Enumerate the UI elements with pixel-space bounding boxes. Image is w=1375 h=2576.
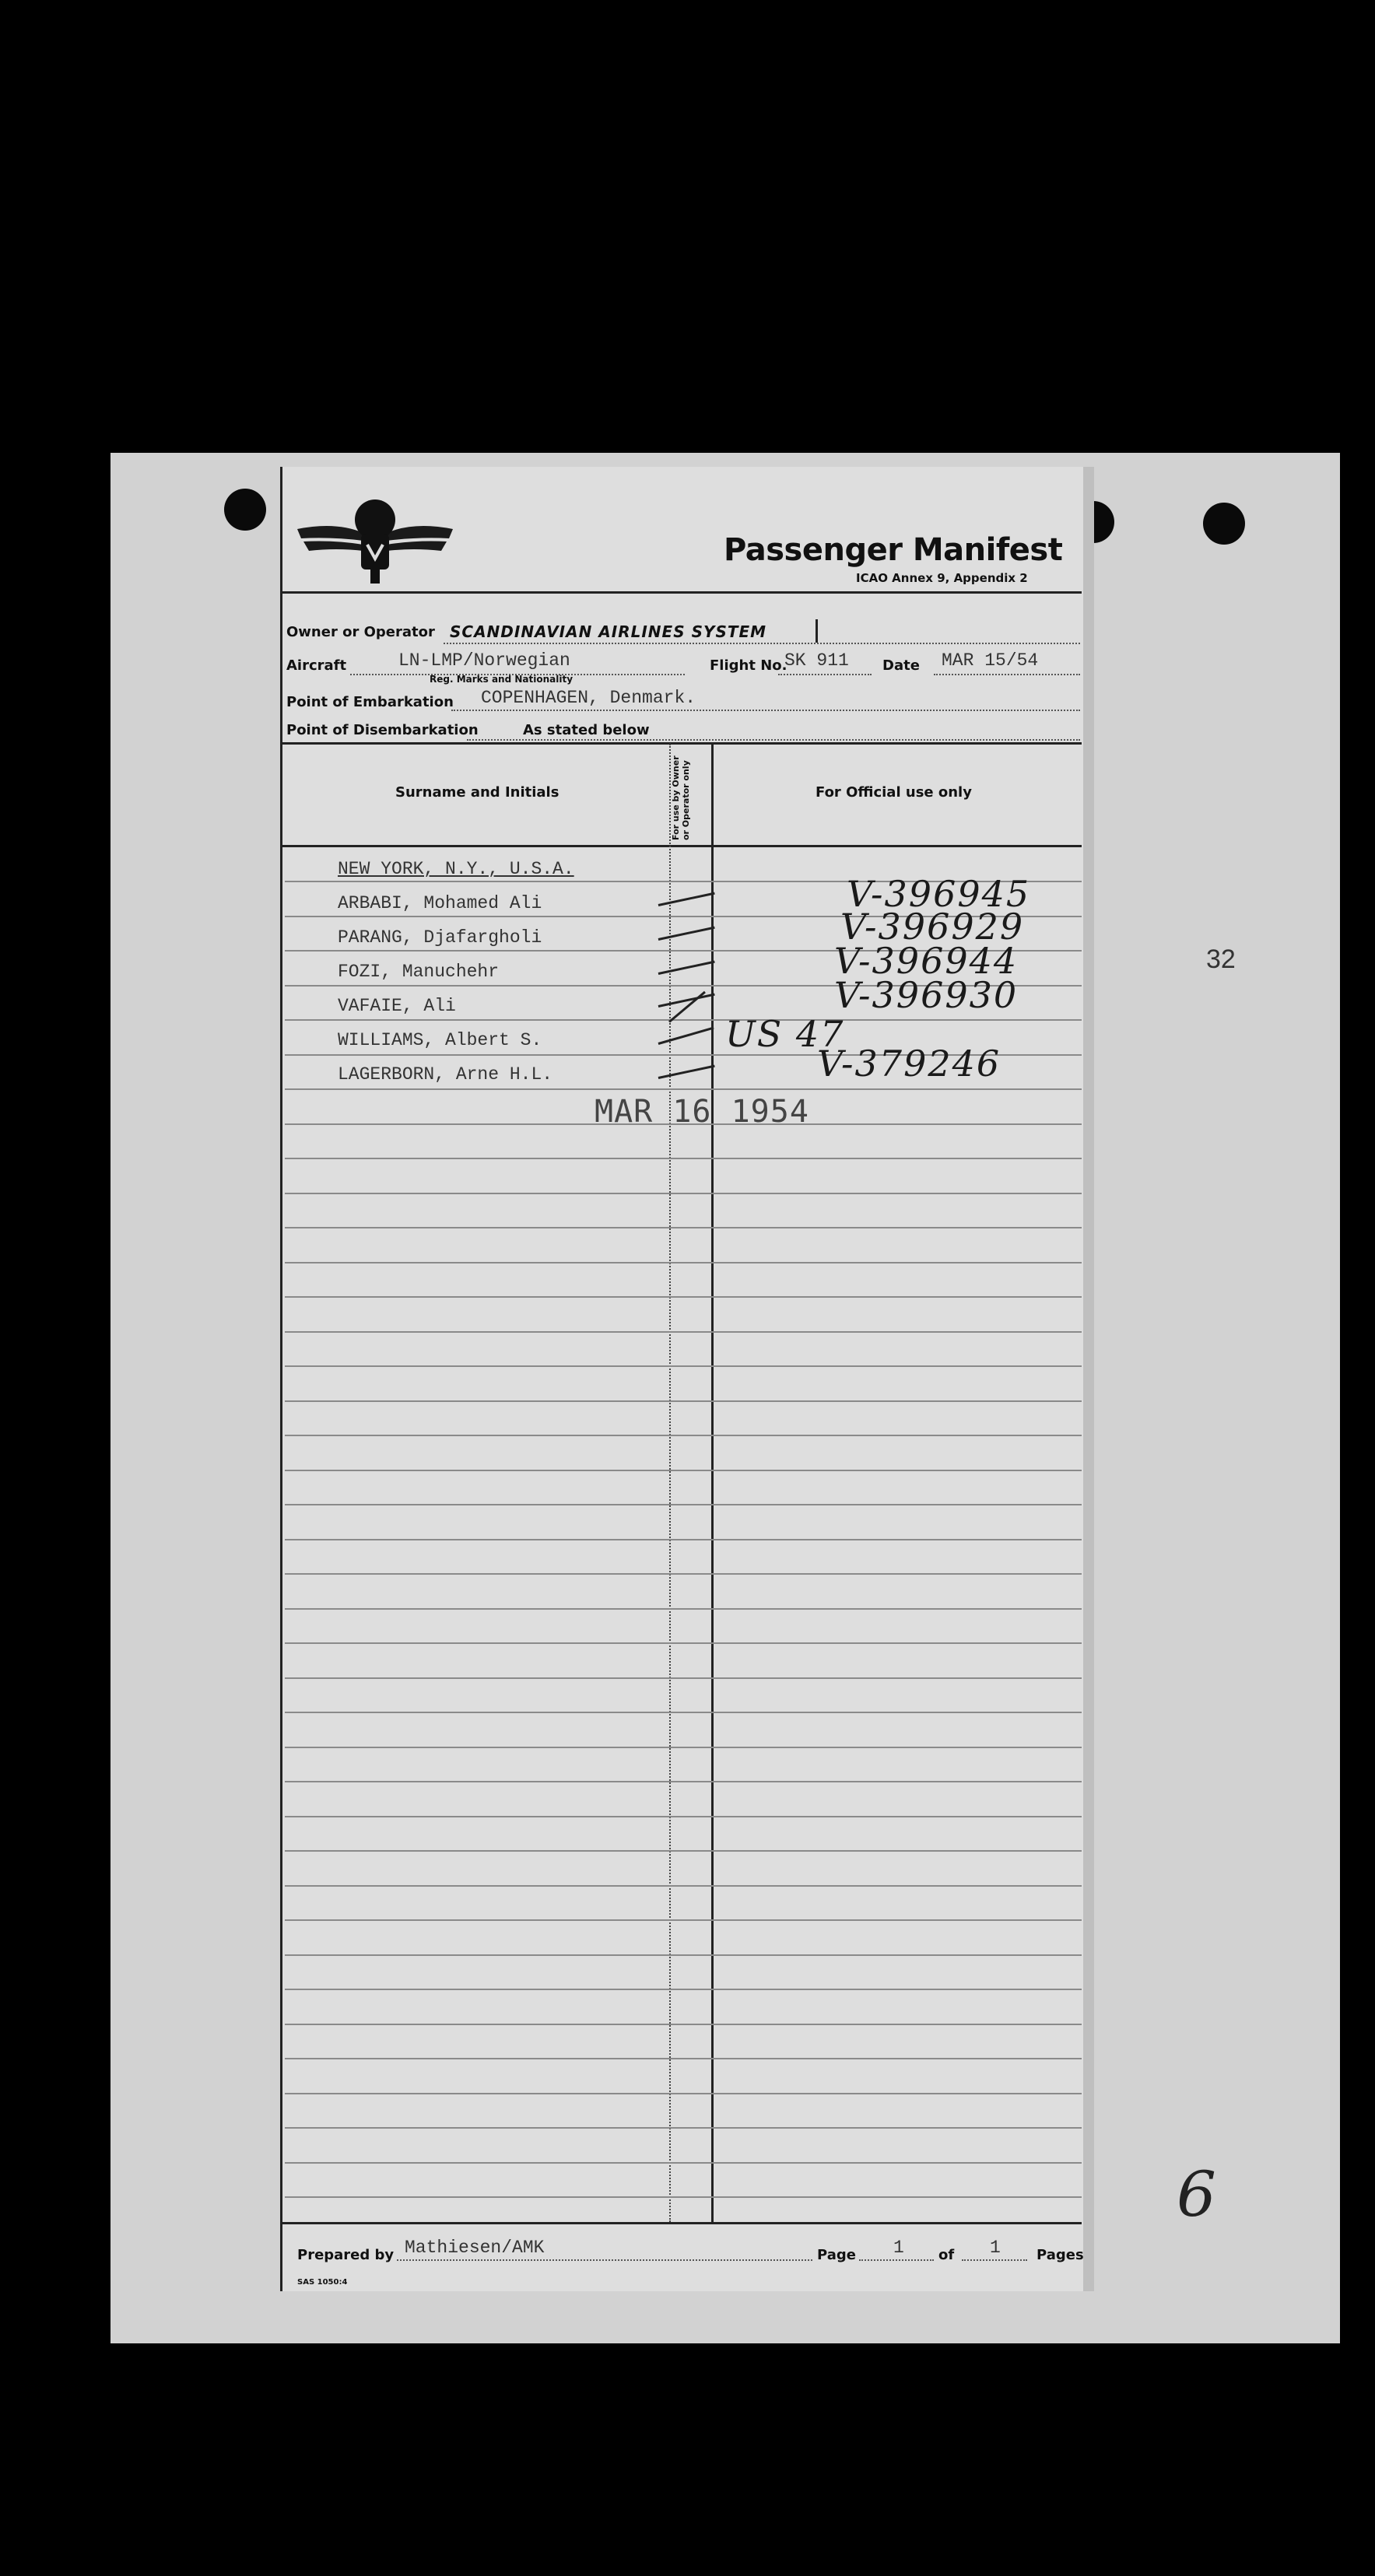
handwritten-number: 6 xyxy=(1177,2158,1216,2231)
disembarkation-label: Point of Disembarkation xyxy=(286,722,479,738)
of-value: 1 xyxy=(990,2238,1001,2258)
flight-label: Flight No. xyxy=(710,657,787,674)
ruled-line xyxy=(285,1885,1082,1887)
table-top-rule xyxy=(282,742,1082,745)
ruled-line xyxy=(285,1781,1082,1782)
ruled-line xyxy=(285,1193,1082,1194)
ruled-line xyxy=(285,1504,1082,1505)
ruled-line xyxy=(285,1088,1082,1090)
ruled-line xyxy=(285,1989,1082,1990)
row-name: NEW YORK, N.Y., U.S.A. xyxy=(338,859,574,879)
pages-label: Pages xyxy=(1037,2247,1084,2263)
page-value: 1 xyxy=(893,2238,904,2258)
row-name: WILLIAMS, Albert S. xyxy=(338,1030,542,1050)
ruled-line xyxy=(285,1019,1082,1021)
ruled-line xyxy=(285,2058,1082,2059)
of-underline xyxy=(962,2259,1027,2261)
ruled-line xyxy=(285,1850,1082,1852)
ruled-line xyxy=(285,1296,1082,1298)
row-official: V-379246 xyxy=(817,1043,1001,1085)
ruled-line xyxy=(285,1954,1082,1956)
row-official: V-396944 xyxy=(834,940,1019,982)
ruled-line xyxy=(285,1816,1082,1817)
ruled-line xyxy=(285,1712,1082,1713)
row-official: V-396930 xyxy=(834,974,1019,1016)
form-subtitle: ICAO Annex 9, Appendix 2 xyxy=(856,571,1028,585)
embarkation-label: Point of Embarkation xyxy=(286,694,454,710)
date-label: Date xyxy=(882,657,920,674)
ruled-line xyxy=(285,1365,1082,1367)
aircraft-underline xyxy=(350,674,685,675)
aircraft-sublabel: Reg. Marks and Nationality xyxy=(430,674,574,685)
form-code: SAS 1050:4 xyxy=(297,2278,348,2287)
row-official: US 47 xyxy=(725,1013,845,1055)
date-underline xyxy=(934,674,1080,675)
ruled-line xyxy=(285,1400,1082,1402)
ruled-line xyxy=(285,1608,1082,1610)
ruled-line xyxy=(285,1573,1082,1575)
col-header-owner: For use by Owner or Operator only xyxy=(671,755,691,840)
prepared-label: Prepared by xyxy=(297,2247,395,2263)
form-edge-strip xyxy=(1083,467,1094,2291)
prepared-underline xyxy=(397,2259,812,2261)
prepared-value: Mathiesen/AMK xyxy=(405,2238,545,2258)
col-sep-dotted xyxy=(669,744,671,2222)
ruled-line xyxy=(285,1470,1082,1471)
date-stamp: MAR 16 1954 xyxy=(595,1094,809,1130)
ruled-line xyxy=(285,1227,1082,1228)
date-value: MAR 15/54 xyxy=(942,650,1039,671)
col-header-name: Surname and Initials xyxy=(395,784,559,801)
ruled-line xyxy=(285,1747,1082,1748)
punch-hole xyxy=(1203,503,1245,545)
ruled-line xyxy=(285,1539,1082,1540)
ruled-line xyxy=(285,1262,1082,1263)
row-name: FOZI, Manuchehr xyxy=(338,962,500,982)
col-header-official: For Official use only xyxy=(816,784,972,801)
ruled-line xyxy=(285,1677,1082,1679)
ruled-line xyxy=(285,2196,1082,2198)
frame-number: 32 xyxy=(1206,945,1236,974)
flight-underline xyxy=(778,674,872,675)
ruled-line xyxy=(285,1919,1082,1921)
header-rule xyxy=(282,591,1082,594)
flight-value: SK 911 xyxy=(784,650,849,671)
page-label: Page xyxy=(817,2247,856,2263)
embarkation-underline xyxy=(451,710,1080,711)
row-name: PARANG, Djafargholi xyxy=(338,927,542,948)
ruled-line xyxy=(285,1642,1082,1644)
table-header-rule xyxy=(282,845,1082,847)
ruled-line xyxy=(285,2093,1082,2094)
embarkation-value: COPENHAGEN, Denmark. xyxy=(481,688,696,708)
form-title: Passenger Manifest xyxy=(724,532,1063,568)
owner-value: SCANDINAVIAN AIRLINES SYSTEM xyxy=(450,622,767,641)
ruled-line xyxy=(285,1435,1082,1436)
of-label: of xyxy=(938,2247,955,2263)
owner-pen-mark xyxy=(816,619,818,643)
ruled-line xyxy=(285,2127,1082,2129)
ruled-line xyxy=(285,1158,1082,1159)
row-name: LAGERBORN, Arne H.L. xyxy=(338,1064,553,1085)
ruled-line xyxy=(285,2162,1082,2164)
aircraft-label: Aircraft xyxy=(286,657,347,674)
owner-underline xyxy=(444,643,1080,644)
owner-label: Owner or Operator xyxy=(286,624,435,640)
row-name: VAFAIE, Ali xyxy=(338,996,456,1016)
row-official: V-396945 xyxy=(847,873,1031,915)
disembarkation-underline xyxy=(467,739,1080,741)
row-official: V-396929 xyxy=(840,906,1025,948)
col-sep-solid xyxy=(711,744,714,2222)
ruled-line xyxy=(285,1331,1082,1333)
page-underline xyxy=(859,2259,934,2261)
row-name: ARBABI, Mohamed Ali xyxy=(338,893,542,913)
sas-winged-crest-icon xyxy=(289,490,461,591)
ruled-line xyxy=(285,2024,1082,2025)
disembarkation-value: As stated below xyxy=(523,722,650,738)
punch-hole xyxy=(224,489,266,531)
aircraft-value: LN-LMP/Norwegian xyxy=(398,650,570,671)
footer-rule xyxy=(282,2222,1082,2224)
